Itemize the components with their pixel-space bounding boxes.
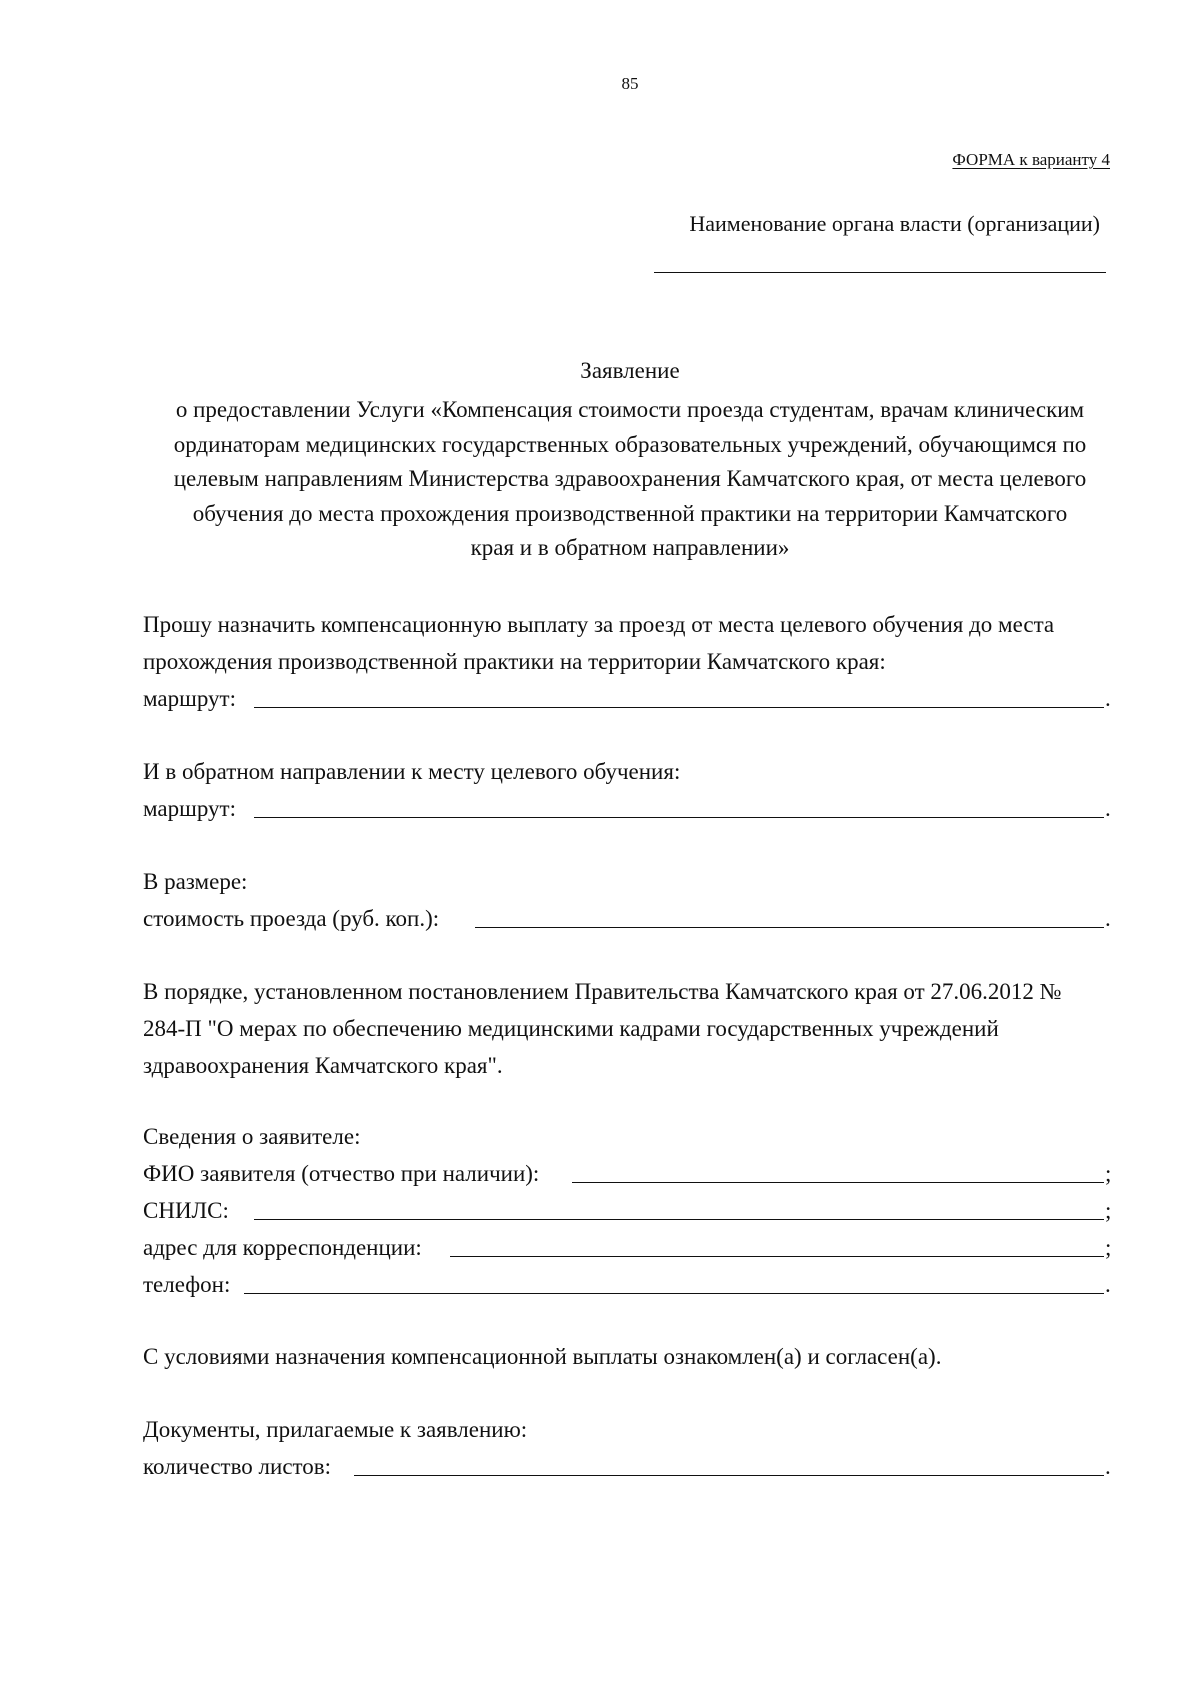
cost-end-mark: . <box>1105 906 1111 931</box>
cost-label: стоимость проезда (руб. коп.): <box>143 906 440 931</box>
route-label: маршрут: <box>143 686 236 711</box>
amount-heading: В размере: <box>143 869 248 894</box>
sheets-field[interactable] <box>354 1475 1104 1476</box>
fio-end-mark: ; <box>1105 1161 1112 1186</box>
cost-field[interactable] <box>475 927 1104 928</box>
phone-end-mark: . <box>1105 1272 1111 1297</box>
documents-heading: Документы, прилагаемые к заявлению: <box>143 1417 528 1442</box>
document-title: Заявление <box>580 358 680 383</box>
snils-end-mark: ; <box>1105 1198 1112 1223</box>
return-route-field[interactable] <box>254 817 1104 818</box>
organization-field[interactable] <box>654 272 1106 273</box>
fio-label: ФИО заявителя (отчество при наличии): <box>143 1161 540 1186</box>
phone-field[interactable] <box>244 1293 1104 1294</box>
order-text-line2: 284-П "О мерах по обеспечению медицинскими кадрами государственных учреждений <box>143 1016 999 1041</box>
subtitle-line: обучения до места прохождения производственной практики на территории Камчатского <box>192 500 1068 526</box>
sheets-label: количество листов: <box>143 1454 332 1479</box>
address-label: адрес для корреспонденции: <box>143 1235 422 1260</box>
return-trip-text: И в обратном направлении к месту целевого обучения: <box>143 759 681 784</box>
fio-field[interactable] <box>572 1182 1104 1183</box>
applicant-heading: Сведения о заявителе: <box>143 1124 361 1149</box>
return-route-end-mark: . <box>1105 796 1111 821</box>
request-text-line1: Прошу назначить компенсационную выплату за проезд от места целевого обучения до места <box>143 612 1055 637</box>
order-text-line1: В порядке, установленном постановлением Правительства Камчатского края от 27.06.2012 № <box>143 979 1062 1004</box>
subtitle-line: края и в обратном направлении» <box>470 535 790 560</box>
subtitle-line: целевым направлениям Министерства здравоохранения Камчатского края, от места целевого <box>173 466 1087 491</box>
form-label: ФОРМА к варианту 4 <box>952 150 1110 169</box>
snils-field[interactable] <box>254 1219 1104 1220</box>
snils-label: СНИЛС: <box>143 1198 229 1223</box>
route-field[interactable] <box>254 707 1104 708</box>
order-text-line3: здравоохранения Камчатского края". <box>143 1053 503 1078</box>
address-field[interactable] <box>450 1256 1104 1257</box>
route-end-mark: . <box>1105 686 1111 711</box>
document-subtitle <box>130 393 1130 566</box>
agreement-text: С условиями назначения компенсационной выплаты ознакомлен(а) и согласен(а). <box>143 1344 942 1369</box>
subtitle-line: ординаторам медицинских государственных образовательных учреждений, обучающимся по <box>173 431 1087 457</box>
subtitle-line: о предоставлении Услуги «Компенсация стоимости проезда студентам, врачам клиническим <box>175 397 1085 422</box>
phone-label: телефон: <box>143 1272 231 1297</box>
organization-label: Наименование органа власти (организации) <box>689 211 1100 236</box>
sheets-end-mark: . <box>1105 1454 1111 1479</box>
return-route-label: маршрут: <box>143 796 236 821</box>
page-number: 85 <box>621 74 639 93</box>
address-end-mark: ; <box>1105 1235 1112 1260</box>
request-text-line2: прохождения производственной практики на территории Камчатского края: <box>143 649 886 674</box>
